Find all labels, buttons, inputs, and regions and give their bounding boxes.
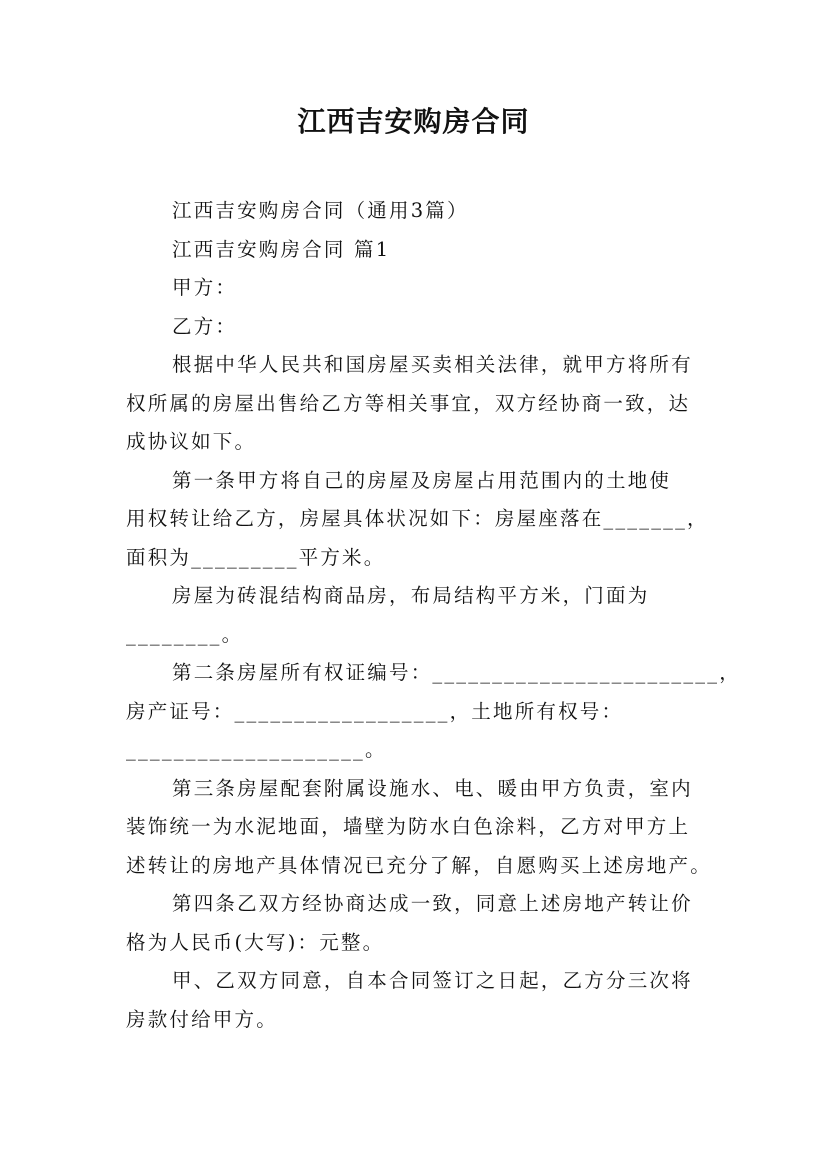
subtitle-line: 江西吉安购房合同（通用3篇） bbox=[172, 199, 469, 222]
paragraph-line: 面积为_________平方米。 bbox=[126, 545, 386, 569]
paragraph-line: 房款付给甲方。 bbox=[126, 1007, 278, 1031]
document-title: 江西吉安购房合同 bbox=[297, 105, 530, 138]
paragraph-line: 成协议如下。 bbox=[126, 430, 257, 453]
paragraph-line: 用权转让给乙方，房屋具体状况如下：房屋座落在_______， bbox=[126, 507, 709, 530]
paragraph-line: ________。 bbox=[126, 622, 244, 646]
paragraph-line: 第三条房屋配套附属设施水、电、暖由甲方负责，室内 bbox=[172, 776, 693, 800]
paragraph-line: 装饰统一为水泥地面，墙壁为防水白色涂料，乙方对甲方上 bbox=[126, 815, 691, 838]
paragraph-line: 第一条甲方将自己的房屋及房屋占用范围内的土地使 bbox=[172, 468, 672, 492]
party-a-line: 甲方： bbox=[172, 276, 238, 299]
paragraph-line: 第四条乙双方经协商达成一致，同意上述房地产转让价 bbox=[172, 892, 693, 915]
paragraph-line: 根据中华人民共和国房屋买卖相关法律，就甲方将所有 bbox=[172, 353, 693, 376]
section-heading: 江西吉安购房合同 篇1 bbox=[172, 237, 391, 261]
paragraph-line: 房屋为砖混结构商品房，布局结构平方米，门面为 bbox=[172, 584, 650, 607]
paragraph-line: 第二条房屋所有权证编号：________________________， bbox=[172, 661, 741, 684]
paragraph-line: ____________________。 bbox=[126, 738, 387, 761]
paragraph-line: 权所属的房屋出售给乙方等相关事宜，双方经协商一致，达 bbox=[126, 391, 691, 415]
paragraph-line: 房产证号：__________________，土地所有权号： bbox=[126, 699, 624, 723]
document-body bbox=[126, 192, 741, 1039]
paragraph-line: 甲、乙双方同意，自本合同签订之日起，乙方分三次将 bbox=[172, 969, 693, 992]
paragraph-line: 述转让的房地产具体情况已充分了解，自愿购买上述房地产。 bbox=[126, 853, 712, 877]
paragraph-line: 格为人民币(大写)：元整。 bbox=[126, 930, 385, 954]
party-b-line: 乙方： bbox=[172, 314, 238, 338]
